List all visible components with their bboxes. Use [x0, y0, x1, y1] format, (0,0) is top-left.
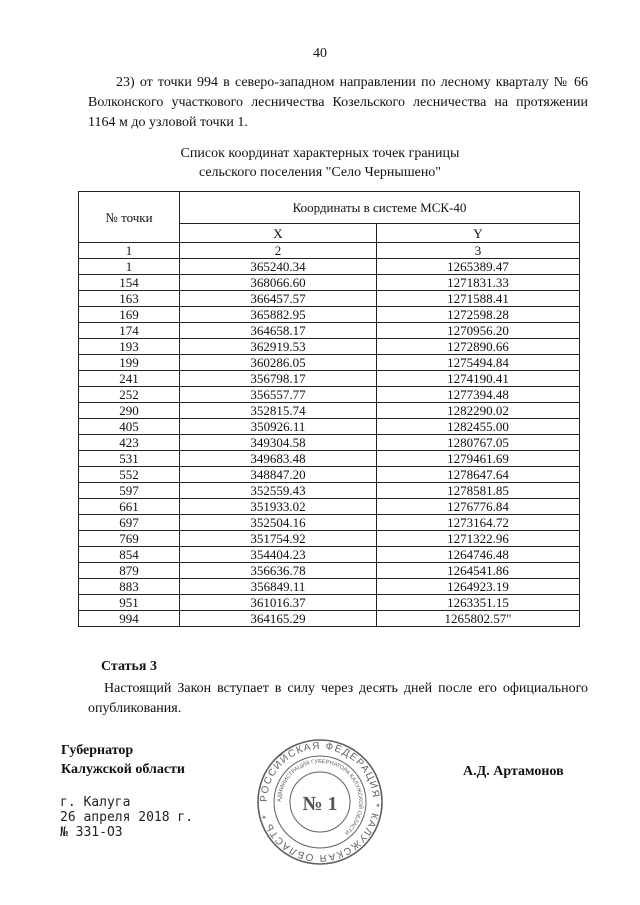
x-coordinate-cell: 361016.37: [180, 595, 377, 611]
y-coordinate-cell: 1272890.66: [377, 339, 580, 355]
article-text-body: Настоящий Закон вступает в силу через десять дней после его официального опубликования.: [88, 681, 588, 716]
governor-line-2: Калужской области: [61, 762, 185, 777]
table-body: [79, 259, 580, 627]
x-coordinate-cell: 368066.60: [180, 275, 377, 291]
point-number-cell: 879: [79, 563, 180, 579]
y-coordinate-cell: 1278647.64: [377, 467, 580, 483]
x-coordinate-cell: 356636.78: [180, 563, 377, 579]
header-coordinate-system: Координаты в системе МСК-40: [180, 192, 580, 224]
table-row: [79, 531, 580, 547]
registration-stamp: [60, 795, 193, 840]
x-coordinate-cell: 356557.77: [180, 387, 377, 403]
y-coordinate-cell: 1279461.69: [377, 451, 580, 467]
y-coordinate-cell: 1278581.85: [377, 483, 580, 499]
table-row: [79, 547, 580, 563]
seal-outer-text: РОССИЙСКАЯ ФЕДЕРАЦИЯ * КАЛУЖСКАЯ ОБЛАСТЬ *: [258, 740, 382, 864]
x-coordinate-cell: 365882.95: [180, 307, 377, 323]
governor-line-1: Губернатор: [61, 743, 134, 758]
x-coordinate-cell: 354404.23: [180, 547, 377, 563]
list-title-line-1: Список координат характерных точек границы: [180, 146, 460, 161]
y-coordinate-cell: 1282455.00: [377, 419, 580, 435]
coordinate-list-title: [0, 144, 640, 182]
table-row: [79, 339, 580, 355]
point-number-cell: 423: [79, 435, 180, 451]
header-y: Y: [377, 224, 580, 243]
point-number-cell: 290: [79, 403, 180, 419]
point-number-cell: 174: [79, 323, 180, 339]
x-coordinate-cell: 352559.43: [180, 483, 377, 499]
y-coordinate-cell: 1275494.84: [377, 355, 580, 371]
paragraph-23: [88, 73, 588, 133]
y-coordinate-cell: 1277394.48: [377, 387, 580, 403]
x-coordinate-cell: 352815.74: [180, 403, 377, 419]
x-coordinate-cell: 356849.11: [180, 579, 377, 595]
point-number-cell: 169: [79, 307, 180, 323]
table-row: [79, 451, 580, 467]
y-coordinate-cell: 1264923.19: [377, 579, 580, 595]
point-number-cell: 163: [79, 291, 180, 307]
table-row: [79, 371, 580, 387]
table-row: [79, 515, 580, 531]
point-number-cell: 661: [79, 499, 180, 515]
law-number: № 331-ОЗ: [60, 825, 123, 840]
governor-title: [61, 741, 185, 779]
y-coordinate-cell: 1273164.72: [377, 515, 580, 531]
point-number-cell: 154: [79, 275, 180, 291]
x-coordinate-cell: 362919.53: [180, 339, 377, 355]
x-coordinate-cell: 365240.34: [180, 259, 377, 275]
y-coordinate-cell: 1271322.96: [377, 531, 580, 547]
point-number-cell: 597: [79, 483, 180, 499]
x-coordinate-cell: 351933.02: [180, 499, 377, 515]
official-seal: [255, 737, 385, 867]
table-row: [79, 355, 580, 371]
table-row: [79, 467, 580, 483]
x-coordinate-cell: 364165.29: [180, 611, 377, 627]
index-cell-3: 3: [377, 243, 580, 259]
page-number: 40: [313, 46, 327, 61]
y-coordinate-cell: 1265802.57": [377, 611, 580, 627]
point-number-cell: 241: [79, 371, 180, 387]
signer-name: А.Д. Артамонов: [463, 764, 564, 779]
paragraph-23-text: 23) от точки 994 в северо-западном направлении по лесному кварталу № 66 Волконского участкового лесничества Козельского лесничества на протяжении 1164 м до узловой точки 1.: [88, 75, 588, 130]
list-title-line-2: сельского поселения "Село Чернышено": [198, 165, 442, 180]
point-number-cell: 1: [79, 259, 180, 275]
table-row: [79, 483, 580, 499]
y-coordinate-cell: 1271831.33: [377, 275, 580, 291]
table-row: [79, 323, 580, 339]
table-row: [79, 275, 580, 291]
index-cell-1: 1: [79, 243, 180, 259]
article-title: Статья 3: [101, 659, 157, 674]
table-row: [79, 563, 580, 579]
table-row: [79, 419, 580, 435]
seal-number: № 1: [302, 793, 338, 815]
point-number-cell: 883: [79, 579, 180, 595]
seal-inner-text: АДМИНИСТРАЦИЯ ГУБЕРНАТОРА КАЛУЖСКОЙ ОБЛАСТИ: [276, 758, 364, 836]
table-row: [79, 499, 580, 515]
point-number-cell: 697: [79, 515, 180, 531]
table-row: [79, 387, 580, 403]
y-coordinate-cell: 1270956.20: [377, 323, 580, 339]
table-row: [79, 307, 580, 323]
index-cell-2: 2: [180, 243, 377, 259]
y-coordinate-cell: 1264541.86: [377, 563, 580, 579]
table-row: [79, 579, 580, 595]
table-row: [79, 595, 580, 611]
x-coordinate-cell: 360286.05: [180, 355, 377, 371]
point-number-cell: 769: [79, 531, 180, 547]
point-number-cell: 994: [79, 611, 180, 627]
point-number-cell: 199: [79, 355, 180, 371]
x-coordinate-cell: 350926.11: [180, 419, 377, 435]
point-number-cell: 854: [79, 547, 180, 563]
point-number-cell: 405: [79, 419, 180, 435]
table-row: [79, 291, 580, 307]
header-x: X: [180, 224, 377, 243]
table-row: [79, 611, 580, 627]
x-coordinate-cell: 349304.58: [180, 435, 377, 451]
y-coordinate-cell: 1282290.02: [377, 403, 580, 419]
x-coordinate-cell: 348847.20: [180, 467, 377, 483]
x-coordinate-cell: 352504.16: [180, 515, 377, 531]
point-number-cell: 252: [79, 387, 180, 403]
x-coordinate-cell: 351754.92: [180, 531, 377, 547]
point-number-cell: 531: [79, 451, 180, 467]
table-row: [79, 435, 580, 451]
y-coordinate-cell: 1280767.05: [377, 435, 580, 451]
point-number-cell: 951: [79, 595, 180, 611]
y-coordinate-cell: 1276776.84: [377, 499, 580, 515]
y-coordinate-cell: 1274190.41: [377, 371, 580, 387]
point-number-cell: 193: [79, 339, 180, 355]
y-coordinate-cell: 1271588.41: [377, 291, 580, 307]
y-coordinate-cell: 1265389.47: [377, 259, 580, 275]
table-row: [79, 259, 580, 275]
table-row: [79, 403, 580, 419]
y-coordinate-cell: 1272598.28: [377, 307, 580, 323]
header-point-number: № точки: [79, 192, 180, 243]
x-coordinate-cell: 356798.17: [180, 371, 377, 387]
point-number-cell: 552: [79, 467, 180, 483]
x-coordinate-cell: 349683.48: [180, 451, 377, 467]
y-coordinate-cell: 1264746.48: [377, 547, 580, 563]
article-text: [88, 679, 588, 719]
y-coordinate-cell: 1263351.15: [377, 595, 580, 611]
date: 26 апреля 2018 г.: [60, 810, 194, 825]
x-coordinate-cell: 366457.57: [180, 291, 377, 307]
city: г. Калуга: [60, 795, 131, 810]
x-coordinate-cell: 364658.17: [180, 323, 377, 339]
coordinates-table: [78, 191, 580, 627]
